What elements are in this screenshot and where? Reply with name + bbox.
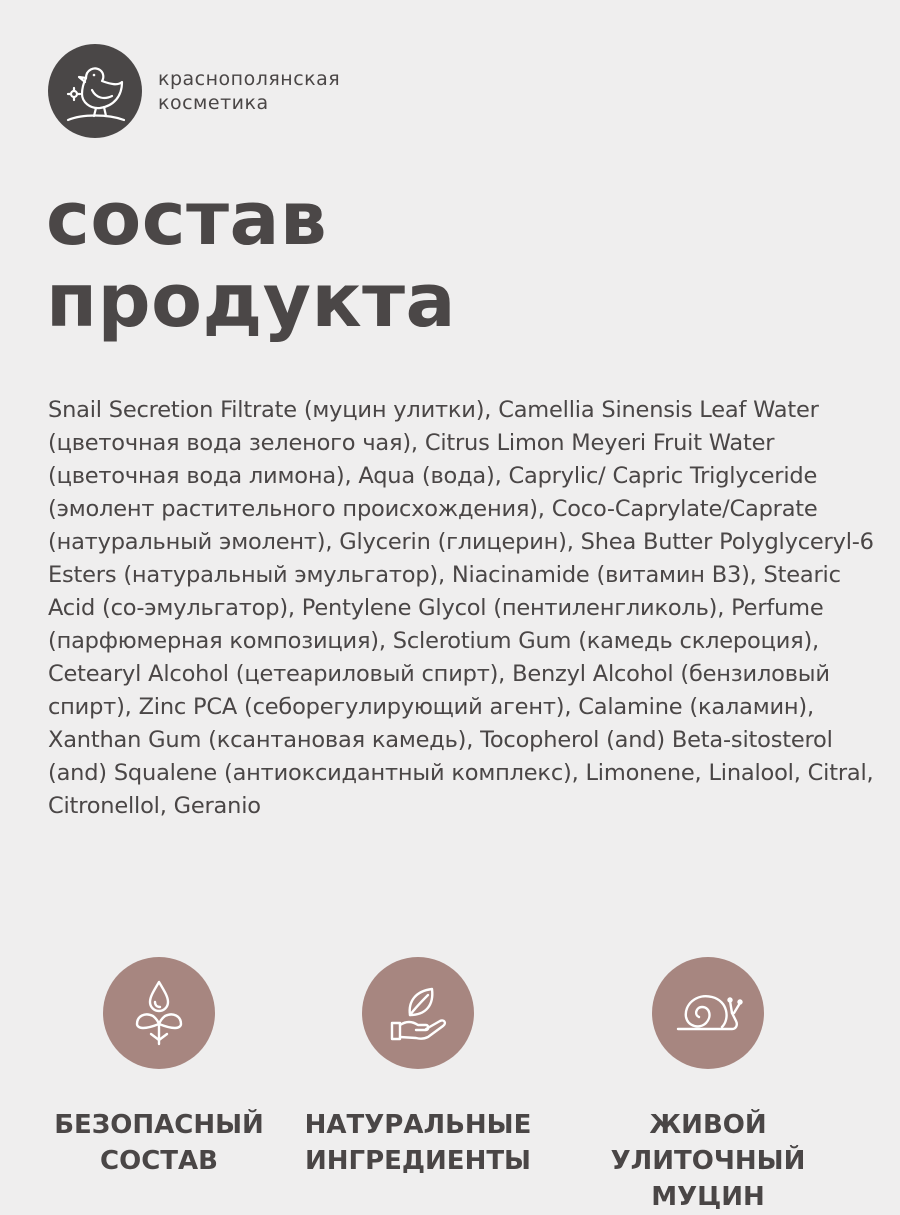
feature-label-line1: ЖИВОЙ xyxy=(649,1110,767,1140)
page-title xyxy=(46,178,456,342)
bird-logo-icon xyxy=(48,44,142,138)
brand xyxy=(48,44,340,138)
brand-name xyxy=(158,67,340,115)
feature-label xyxy=(558,1107,858,1215)
drop-leaves-icon xyxy=(103,957,215,1069)
feature-label xyxy=(54,1107,264,1179)
feature-natural-ingredients xyxy=(268,957,568,1179)
feature-label-line1: БЕЗОПАСНЫЙ xyxy=(54,1110,264,1140)
feature-label xyxy=(305,1107,532,1179)
page-title-line1: состав xyxy=(46,176,328,262)
brand-name-line2: косметика xyxy=(158,92,269,114)
feature-label-line2: ИНГРЕДИЕНТЫ xyxy=(304,1146,531,1176)
feature-safe-composition xyxy=(9,957,309,1179)
feature-label-line1: НАТУРАЛЬНЫЕ xyxy=(304,1110,532,1140)
page-title-line2: продукта xyxy=(46,258,456,344)
snail-icon xyxy=(652,957,764,1069)
ingredients-text: Snail Secretion Filtrate (муцин улитки), Camellia Sinensis Leaf Water (цветочная вода зеленого чая), Citrus Limon Meyeri Fruit Water (цветочная вода лимона), Aqua (вода), Caprylic/ Capric Triglyceride (эмолент растительного происхождения), Coco-Caprylate/Caprate (натуральный эмолент), Glycerin (глицерин), Shea Butter Polyglyceryl-6 Esters (натуральный эмульгатор), Niacinamide (витамин B3), Stearic Acid (со-эмульгатор), Pentylene Glycol (пентиленгликоль), Perfume (парфюмерная композиция), Sclerotium Gum (камедь склероция), Cetearyl Alcohol (цетеариловый спирт), Benzyl Alcohol (бензиловый спирт), Zinc PCA (себорегулирующий агент), Calamine (каламин), Xanthan Gum (ксантановая камедь), Tocopherol (and) Beta-sitosterol (and) Squalene (антиоксидантный комплекс), Limonene, Linalool, Citral, Citronellol, Geranio xyxy=(48,397,874,819)
feature-label-line2: УЛИТОЧНЫЙ МУЦИН xyxy=(610,1146,806,1212)
feature-live-snail-mucin xyxy=(558,957,858,1215)
hand-leaf-icon xyxy=(362,957,474,1069)
brand-name-line1: краснополянская xyxy=(158,68,341,90)
feature-label-line2: СОСТАВ xyxy=(100,1146,218,1176)
